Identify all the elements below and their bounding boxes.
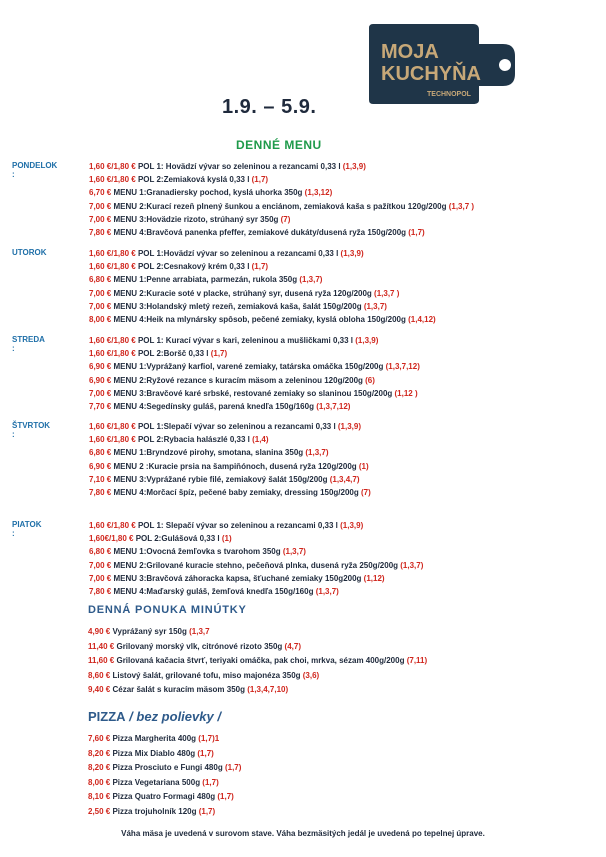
menu-item [89, 388, 418, 399]
menu-item-text: MENU 3:Hovädzie rizoto, strúhaný syr 350g [111, 214, 281, 224]
menu-item-text: MENU 2 :Kuracie prsia na šampiňónoch, dusená ryža 120g/200g [111, 461, 359, 471]
menu-item-allergens: (1,7) [197, 748, 214, 758]
menu-item [89, 214, 290, 225]
menu-item [89, 573, 385, 584]
menu-item-text: POL 1: Hovädzí vývar so zeleninou a rezancami 0,33 l [135, 162, 343, 171]
menu-item [89, 434, 269, 445]
menu-item [88, 791, 234, 802]
menu-item [89, 586, 339, 597]
menu-item [89, 520, 363, 531]
menu-item [89, 301, 387, 312]
menu-item-allergens: (1,3,4,7,10) [247, 685, 289, 694]
menu-item-text: Grilovaná kačacia štvrť, teriyaki omáčka, pak choi, mrkva, sézam 400g/200g [114, 656, 407, 665]
menu-item-price: 1,60€/1,80 € [89, 534, 134, 544]
menu-item-allergens: (1,3,7) [400, 560, 424, 570]
menu-item-allergens: (4,7) [284, 641, 301, 651]
menu-item-allergens: (1,12) [363, 573, 385, 583]
menu-item-text: Pizza Prosciuto e Fungi 480g [110, 763, 225, 772]
menu-item-allergens: (1) [358, 461, 369, 471]
menu-item-allergens: (1,7) [408, 228, 425, 237]
menu-item-allergens: (1,3,4,7) [329, 474, 360, 484]
menu-item-price: 6,90 € [89, 461, 112, 471]
menu-item-price: 1,60 €/1,80 € [89, 262, 136, 272]
footer-note: Váha mäsa je uvedená v surovom stave. Váha bezmäsitých jedál je uvedená po tepelnej úprave. [121, 829, 485, 838]
menu-item [89, 560, 423, 571]
menu-item [89, 421, 361, 432]
menu-item-price: 7,70 € [89, 402, 112, 411]
menu-item-allergens: (1,7) [224, 763, 242, 772]
menu-item [89, 274, 322, 285]
menu-item [88, 626, 210, 637]
menu-item-price: 7,60 € [88, 734, 111, 743]
menu-item-price: 6,80 € [89, 275, 112, 285]
menu-item-price: 1,60 €/1,80 € [89, 521, 136, 530]
cutting-board-logo-icon [369, 22, 517, 106]
menu-item [88, 777, 219, 788]
menu-item-text: MENU 3:Vyprážané rybie filé, zemiakový šalát 150g/200g [111, 474, 330, 484]
menu-item [89, 227, 425, 238]
menu-item-allergens: (1,3,7 ) [374, 288, 400, 298]
menu-item [89, 546, 306, 557]
menu-item-allergens: (1,7) [198, 806, 216, 816]
menu-item-text: MENU 2:Grilované kuracie stehno, pečeňová plnka, dusená ryža 250g/200g [111, 560, 401, 570]
menu-item-price: 7,00 € [89, 201, 112, 211]
daily-menu-title: DENNÉ MENU [236, 138, 322, 152]
menu-item-allergens: (7,11) [406, 656, 428, 665]
menu-item-allergens: (1,3,9) [342, 162, 366, 171]
menu-item-text: MENU 3:Holandský mletý rezeň, zemiaková kaša, šalát 150g/200g [111, 301, 364, 311]
menu-item-price: 8,00 € [89, 315, 112, 324]
menu-item-price: 7,80 € [89, 488, 112, 497]
menu-item-text: Pizza Margherita 400g [110, 734, 199, 743]
menu-item-text: Cézar šalát s kuracím mäsom 350g [110, 685, 248, 694]
menu-item-text: MENU 4:Segedínsky guláš, parená knedľa 150g/160g [111, 402, 317, 411]
menu-item [89, 314, 436, 325]
menu-item-text: Pizza Vegetariana 500g [110, 777, 203, 787]
menu-item [89, 335, 378, 346]
menu-item-allergens: (1,3,7,12) [385, 362, 420, 372]
menu-item-text: MENU 2:Ryžové rezance s kuracím mäsom a zeleninou 120g/200g [111, 375, 366, 385]
menu-item-price: 1,60 €/1,80 € [89, 162, 136, 171]
menu-item-allergens: (1,3,9) [337, 422, 362, 431]
menu-item [89, 248, 364, 259]
menu-item [88, 670, 319, 681]
menu-item-allergens: (1,3,7) [363, 301, 387, 311]
menu-item [89, 161, 366, 172]
menu-item [89, 187, 332, 198]
menu-item-price: 7,00 € [89, 573, 112, 583]
menu-item-price: 7,00 € [89, 560, 112, 570]
pizza-title [88, 709, 221, 724]
menu-item [89, 261, 268, 272]
menu-item-text: Pizza Mix Diablo 480g [110, 748, 198, 758]
menu-item-text: MENU 2:Kurací rezeň plnený šunkou a enciánom, zemiaková kaša s pažítkou 120g/200g [111, 201, 449, 211]
menu-item-price: 7,00 € [89, 301, 112, 311]
menu-item-price: 7,80 € [89, 587, 112, 596]
menu-item [88, 748, 214, 759]
menu-item-allergens: (1,4) [252, 435, 269, 445]
date-range: 1.9. – 5.9. [222, 96, 317, 118]
menu-item [88, 641, 301, 652]
menu-item-allergens: (3,6) [302, 670, 320, 680]
pizza-title-sub: / bez polievky / [125, 709, 221, 724]
menu-item-allergens: (1,7)1 [198, 734, 220, 743]
menu-item-text: MENU 3:Bravčové karé srbské, restované zemiaky so slaninou 150g/200g [111, 388, 395, 398]
menu-item [88, 733, 219, 744]
menu-item-allergens: (1,12 ) [394, 388, 418, 398]
menu-item-text: POL 2:Cesnakový krém 0,33 l [135, 262, 252, 272]
menu-item-allergens: (1,7) [251, 175, 269, 185]
menu-item [89, 447, 329, 458]
menu-item-allergens: (1,3,9) [355, 336, 379, 345]
menu-item-price: 11,60 € [88, 656, 115, 665]
menu-item-price: 8,60 € [88, 670, 111, 680]
menu-item-price: 9,40 € [88, 685, 111, 694]
moja-kuchyna-logo [369, 22, 517, 106]
menu-item-price: 1,60 €/1,80 € [89, 249, 136, 258]
menu-item-price: 7,00 € [89, 214, 112, 224]
menu-item [89, 487, 371, 498]
menu-item-price: 6,80 € [89, 547, 112, 557]
menu-item-allergens: (6) [365, 375, 375, 385]
menu-item-allergens: (1,3,7) [282, 547, 306, 557]
menu-item-text: MENU 2:Kuracie soté v placke, strúhaný syr, dusená ryža 120g/200g [111, 288, 375, 298]
menu-item-text: POL 2:Gulášová 0,33 l [133, 534, 222, 544]
menu-item-allergens: (1,3,12) [304, 188, 333, 198]
menu-item [89, 461, 369, 472]
menu-item-text: MENU 4:Morčací špíz, pečené baby zemiaky, dressing 150g/200g [111, 488, 361, 497]
menu-item [89, 348, 227, 359]
day-label: PONDELOK : [12, 161, 58, 179]
menu-item-allergens: (1,7) [202, 777, 219, 787]
menu-item-price: 6,90 € [89, 362, 112, 372]
day-label: ŠTVRTOK : [12, 421, 51, 439]
menu-item-price: 2,50 € [88, 806, 111, 816]
menu-item [89, 375, 375, 386]
menu-item-price: 1,60 €/1,80 € [89, 349, 136, 359]
minutky-title: DENNÁ PONUKA MINÚTKY [88, 604, 247, 616]
menu-item-price: 1,60 €/1,80 € [89, 336, 136, 345]
menu-item-price: 4,90 € [88, 627, 111, 636]
menu-item-price: 8,10 € [88, 792, 111, 801]
menu-item-allergens: (1,7) [251, 262, 269, 272]
menu-item-text: MENU 3:Bravčová záhoracka kapsa, šťuchané zemiaky 150g200g [111, 573, 364, 583]
menu-item-text: MENU 1:Vyprážaný karfiol, varené zemiaky, tatárska omáčka 150g/200g [111, 362, 386, 372]
menu-item-text: MENU 1:Granadiersky pochod, kyslá uhorka 350g [111, 188, 305, 198]
menu-item-price: 6,80 € [89, 448, 112, 458]
menu-item-price: 7,80 € [89, 228, 112, 237]
menu-item [89, 533, 232, 544]
menu-item [88, 806, 215, 817]
pizza-title-main: PIZZA [88, 709, 126, 724]
logo-line1: MOJA [381, 41, 439, 63]
day-label: PIATOK : [12, 520, 42, 538]
menu-item-price: 8,20 € [88, 763, 111, 772]
menu-item-text: MENU 4:Heik na mlynársky spôsob, pečené zemiaky, kyslá obloha 150g/200g [111, 315, 409, 324]
menu-item-allergens: (1,3,7) [315, 587, 339, 596]
menu-item-allergens: (1) [221, 534, 232, 544]
menu-item-text: POL 1: Kurací vývar s kari, zeleninou a mušličkami 0,33 l [135, 336, 356, 345]
menu-item [89, 174, 268, 185]
menu-item-allergens: (1,3,7) [299, 275, 323, 285]
menu-item-price: 8,00 € [88, 777, 111, 787]
logo-line2: KUCHYŇA [381, 63, 481, 85]
menu-item-allergens: (1,4,12) [408, 315, 436, 324]
menu-item-text: POL 1: Slepačí vývar so zeleninou a rezancami 0,33 l [135, 521, 341, 530]
menu-item-price: 1,60 €/1,80 € [89, 175, 136, 185]
menu-item [89, 474, 360, 485]
menu-item-text: POL 2:Boršč 0,33 l [135, 349, 211, 359]
menu-item-price: 1,60 €/1,80 € [89, 435, 136, 445]
menu-item-text: MENU 1:Bryndzové pirohy, smotana, slanina 350g [111, 448, 306, 458]
menu-item-text: POL 1:Slepačí vývar so zeleninou a rezancami 0,33 l [135, 422, 338, 431]
menu-item [88, 762, 241, 773]
menu-item-price: 6,70 € [89, 188, 112, 198]
menu-item [89, 288, 399, 299]
menu-item-text: MENU 1:Ovocná žemľovka s tvarohom 350g [111, 547, 283, 557]
menu-item-text: MENU 1:Penne arrabiata, parmezán, rukola 350g [111, 275, 300, 285]
menu-item-text: POL 2:Zemiaková kyslá 0,33 l [135, 175, 252, 185]
menu-item [89, 361, 420, 372]
menu-item [88, 655, 427, 666]
menu-item-allergens: (1,3,7,12) [316, 402, 351, 411]
menu-item-text: MENU 4:Maďarský guláš, žemľová knedľa 150g/160g [111, 587, 316, 596]
menu-item-price: 7,00 € [89, 388, 112, 398]
menu-item-text: POL 2:Rybacia halászlé 0,33 l [135, 435, 253, 445]
menu-item [89, 401, 350, 412]
menu-item-text: Pizza Quatro Formagi 480g [110, 792, 218, 801]
menu-item-allergens: (1,7) [210, 349, 228, 359]
menu-item-price: 11,40 € [88, 641, 115, 651]
menu-item-allergens: (7) [280, 214, 291, 224]
menu-item-allergens: (1,3,7 [189, 627, 210, 636]
menu-item-text: Vyprážaný syr 150g [110, 627, 190, 636]
menu-item-price: 7,00 € [89, 288, 112, 298]
menu-item-text: POL 1:Hovädzí vývar so zeleninou a rezancami 0,33 l [135, 249, 341, 258]
menu-item-text: MENU 4:Bravčová panenka pfeffer, zemiakové dukáty/dusená ryža 150g/200g [111, 228, 409, 237]
day-label: STREDA : [12, 335, 45, 353]
menu-item-allergens: (1,3,7 ) [448, 201, 475, 211]
logo-line3: TECHNOPOL [427, 91, 471, 98]
menu-item-allergens: (1,3,7) [305, 448, 329, 458]
menu-item-allergens: (1,3,9) [340, 521, 364, 530]
menu-item [89, 201, 474, 212]
day-label: UTOROK [12, 248, 47, 257]
menu-item-price: 6,90 € [89, 375, 112, 385]
menu-item-price: 8,20 € [88, 748, 111, 758]
menu-item-price: 1,60 €/1,80 € [89, 422, 136, 431]
menu-item-allergens: (1,3,9) [340, 249, 364, 258]
menu-item-price: 7,10 € [89, 474, 112, 484]
menu-item-allergens: (1,7) [217, 792, 234, 801]
menu-item-text: Grilovaný morský vlk, citrónové rizoto 350g [114, 641, 285, 651]
menu-item-allergens: (7) [360, 488, 371, 497]
menu-item [88, 684, 288, 695]
menu-item-text: Pizza trojuholník 120g [110, 806, 199, 816]
menu-item-text: Listový šalát, grilované tofu, miso majonéza 350g [110, 670, 303, 680]
